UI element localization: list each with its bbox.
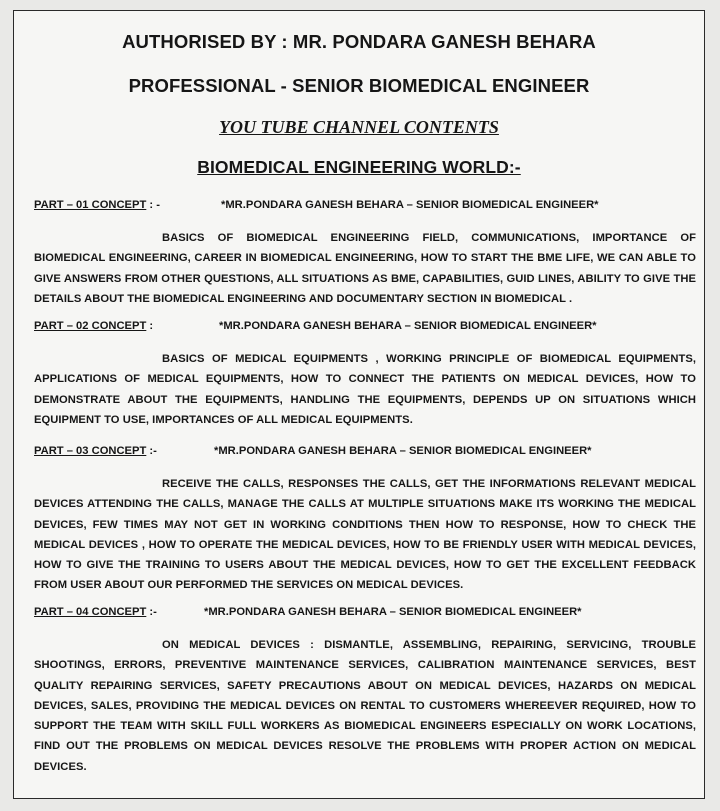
part-03-suffix: :- [146,445,157,457]
part-01-suffix: : - [146,199,160,211]
part-03-label: PART – 03 CONCEPT [34,445,147,457]
part-01-label: PART – 01 CONCEPT [34,199,147,211]
part-02-label: PART – 02 CONCEPT [34,320,147,332]
professional-heading: PROFESSIONAL - SENIOR BIOMEDICAL ENGINEER [128,75,590,96]
part-03-engineer: *MR.PONDARA GANESH BEHARA – SENIOR BIOMEDICAL ENGINEER* [214,445,592,457]
document-page [13,10,705,799]
channel-contents-heading: YOU TUBE CHANNEL CONTENTS [219,117,499,137]
part-02-heading [34,320,597,332]
authorised-by-heading: AUTHORISED BY : MR. PONDARA GANESH BEHARA [122,31,596,52]
part-02-engineer: *MR.PONDARA GANESH BEHARA – SENIOR BIOMEDICAL ENGINEER* [219,320,597,332]
part-02-suffix: : [146,320,154,332]
part-02-text: BASICS OF MEDICAL EQUIPMENTS , WORKING PRINCIPLE OF BIOMEDICAL EQUIPMENTS, APPLICATIONS OF MEDICAL EQUIPMENTS, HOW TO CONNECT THE PATIENTS ON MEDICAL DEVICES, HOW TO DEMONSTRATE ABOUT THE EQUIPMENTS, HANDLING THE EQUIPMENTS, DEPENDS UP ON SITUATIONS WHICH EQUIPMENT TO USE, IMPORTANCES OF ALL MEDICAL EQUIPMENTS. [34,353,696,426]
part-04-engineer: *MR.PONDARA GANESH BEHARA – SENIOR BIOMEDICAL ENGINEER* [204,606,582,618]
part-04-suffix: :- [146,606,157,618]
part-03-heading [34,445,592,457]
section-title: BIOMEDICAL ENGINEERING WORLD:- [197,157,521,177]
part-04-text: ON MEDICAL DEVICES : DISMANTLE, ASSEMBLING, REPAIRING, SERVICING, TROUBLE SHOOTINGS, ERRORS, PREVENTIVE MAINTENANCE SERVICES, CALIBRATION MAINTENANCE SERVICES, BEST QUALITY REPAIRING SERVICES, SAFETY PRECAUTIONS ABOUT ON MEDICAL DEVICES, HAZARDS ON MEDICAL DEVICES, SALES, PROVIDING THE MEDICAL DEVICES ON RENTAL TO CUSTOMERS WHEREEVER REQUIRED, HOW TO SUPPORT THE TEAM WITH SKILL FULL WORKERS AS BIOMEDICAL ENGINEERS ESPECIALLY ON WORK LOCATIONS, FIND OUT THE PROBLEMS ON MEDICAL DEVICES RESOLVE THE PROBLEMS WITH PROPER ACTION ON MEDICAL DEVICES. [34,639,696,773]
part-04-label: PART – 04 CONCEPT [34,606,147,618]
part-01-heading [34,199,599,211]
part-03-text: RECEIVE THE CALLS, RESPONSES THE CALLS, GET THE INFORMATIONS RELEVANT MEDICAL DEVICES ATTENDING THE CALLS, MANAGE THE CALLS AT MULTIPLE SITUATIONS MAKE ITS WORKING THE MEDICAL DEVICES, FEW TIMES MAY NOT GET IN WORKING CONDITIONS THEN HOW TO RESPONSE, HOW TO CHECK THE MEDICAL DEVICES , HOW TO OPERATE THE MEDICAL DEVICES, HOW TO BE FRIENDLY USER WITH MEDICAL DEVICES, HOW TO GIVE THE TRAINING TO USERS ABOUT THE MEDICAL DEVICES, HOW TO GET THE EXCELLENT FEEDBACK FROM USER ABOUT OUR PERFORMED THE SERVICES ON MEDICAL DEVICES. [34,478,696,592]
part-04-heading [34,606,582,618]
part-01-text: BASICS OF BIOMEDICAL ENGINEERING FIELD, COMMUNICATIONS, IMPORTANCE OF BIOMEDICAL ENGINEERING, CAREER IN BIOMEDICAL ENGINEERING, HOW TO START THE BME LIFE, WE CAN ABLE TO GIVE ANSWERS FROM OTHER QUESTIONS, ALL SITUATIONS AS BME, CAPABILITIES, GUID LINES, ABILITY TO GIVE THE DETAILS ABOUT THE BIOMEDICAL ENGINEERING AND DOCUMENTARY SECTION IN BIOMEDICAL . [34,232,696,305]
part-01-engineer: *MR.PONDARA GANESH BEHARA – SENIOR BIOMEDICAL ENGINEER* [221,199,599,211]
